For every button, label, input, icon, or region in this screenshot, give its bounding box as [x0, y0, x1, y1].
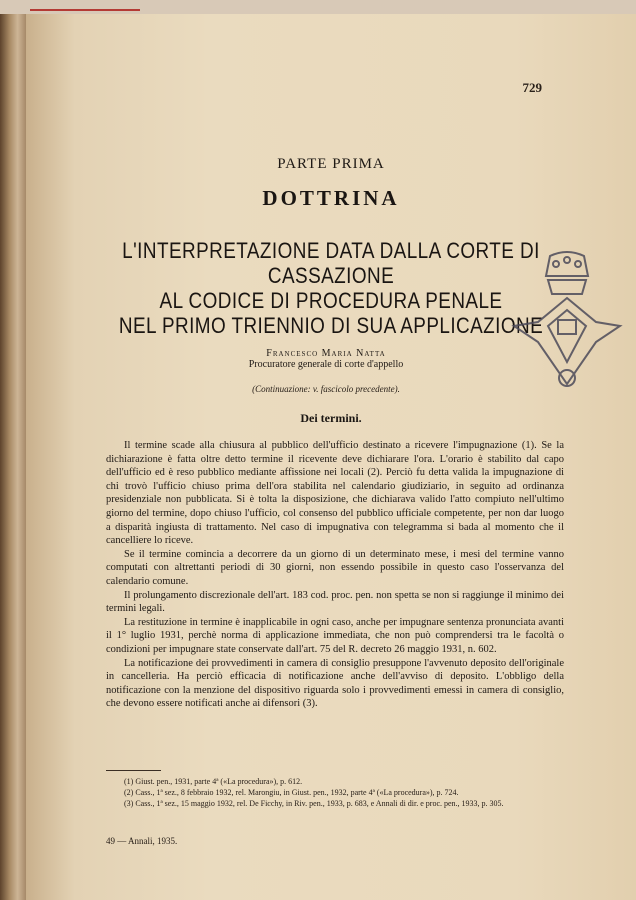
- footnote: (3) Cass., 1ª sez., 15 maggio 1932, rel. De Ficchy, in Riv. pen., 1933, p. 683, e Annali di dir. e proc. pen., 1933, p. 305.: [124, 799, 504, 809]
- paragraph: Il termine scade alla chiusura al pubblico dell'ufficio destinato a ricevere l'impugnazione (1). Se la dichiarazione è fatta oltre detto termine il ricevente deve dichiarare l'ora. L'orario è stabilito dal capo dell'ufficio ed è reso pubblico mediante affissione nei locali (2). Perciò fu detta valida la impugnazione di chi trovò l'ufficio chiuso prima dell'ora stabilita nel calendario giudiziario, in seguito ad ordinanza presidenziale non pubblicata. Si è tolta la disposizione, che dichiarava valido l'atto compiuto nell'ultimo giorno del termine, dopo chiuso l'ufficio, col consenso del pubblico ufficiale competente, per non dar luogo a disparità ingiusta di trattamento. Nel caso di impugnativa con telegramma si bada al momento che il cancelliere lo riceve.: [106, 440, 564, 547]
- continuation-note: (Continuazione: v. fascicolo precedente).: [252, 384, 400, 394]
- document-page: [26, 14, 636, 900]
- author-name: Francesco Maria Natta: [266, 348, 386, 359]
- part-heading: PARTE PRIMA: [277, 156, 385, 172]
- title-line: NEL PRIMO TRIENNIO DI SUA APPLICAZIONE: [118, 313, 544, 338]
- red-edge-rule: [30, 9, 140, 11]
- library-stamp-icon: [504, 250, 630, 390]
- paragraph: Se il termine comincia a decorrere da un giorno di un determinato mese, i mesi del termine vanno computati con altrettanti periodi di 30 giorni, non essendo possibile in questo caso l'osservanza del calendario comune.: [106, 548, 564, 587]
- footnotes: [106, 776, 564, 810]
- title-line: AL CODICE DI PROCEDURA PENALE: [159, 288, 503, 313]
- footnote-divider: [106, 770, 161, 771]
- footnote: (2) Cass., 1ª sez., 8 febbraio 1932, rel. Marongiu, in Giust. pen., 1932, parte 4ª («La procedura»), p. 724.: [124, 788, 459, 798]
- paragraph: La restituzione in termine è inapplicabile in ogni caso, anche per impugnare sentenza pronunciata avanti il 1° luglio 1931, perchè norma di applicazione immediata, che non può comprendersi tra le facoltà o condizioni per impugnare state conservate dall'art. 75 del R. decreto 26 maggio 1931, n. 602.: [106, 616, 564, 655]
- footnote: (1) Giust. pen., 1931, parte 4ª («La procedura»), p. 612.: [124, 777, 303, 786]
- author-role: Procuratore generale di corte d'appello: [248, 359, 404, 370]
- body-text: [106, 439, 564, 711]
- paragraph: Il prolungamento discrezionale dell'art. 183 cod. proc. pen. non spetta se non si raggiunge il minimo dei termini legali.: [106, 589, 564, 615]
- page-number: 729: [522, 80, 542, 95]
- subsection-title: Dei termini.: [300, 411, 362, 425]
- section-heading: DOTTRINA: [262, 186, 400, 210]
- title-line: L'INTERPRETAZIONE DATA DALLA CORTE DI CASSAZIONE: [122, 238, 540, 288]
- paragraph: La notificazione dei provvedimenti in camera di consiglio presuppone l'avvenuto deposito dell'originale in cancelleria. Ha perciò efficacia di notificazione anche dell'avviso di deposito. L'obbligo della notificazione con la menzione del dispositivo riguarda solo i provvedimenti emessi in camera di consiglio, che devono essere notificati anche ai difensori (3).: [106, 657, 564, 710]
- printer-signature: 49 — Annali, 1935.: [106, 836, 178, 846]
